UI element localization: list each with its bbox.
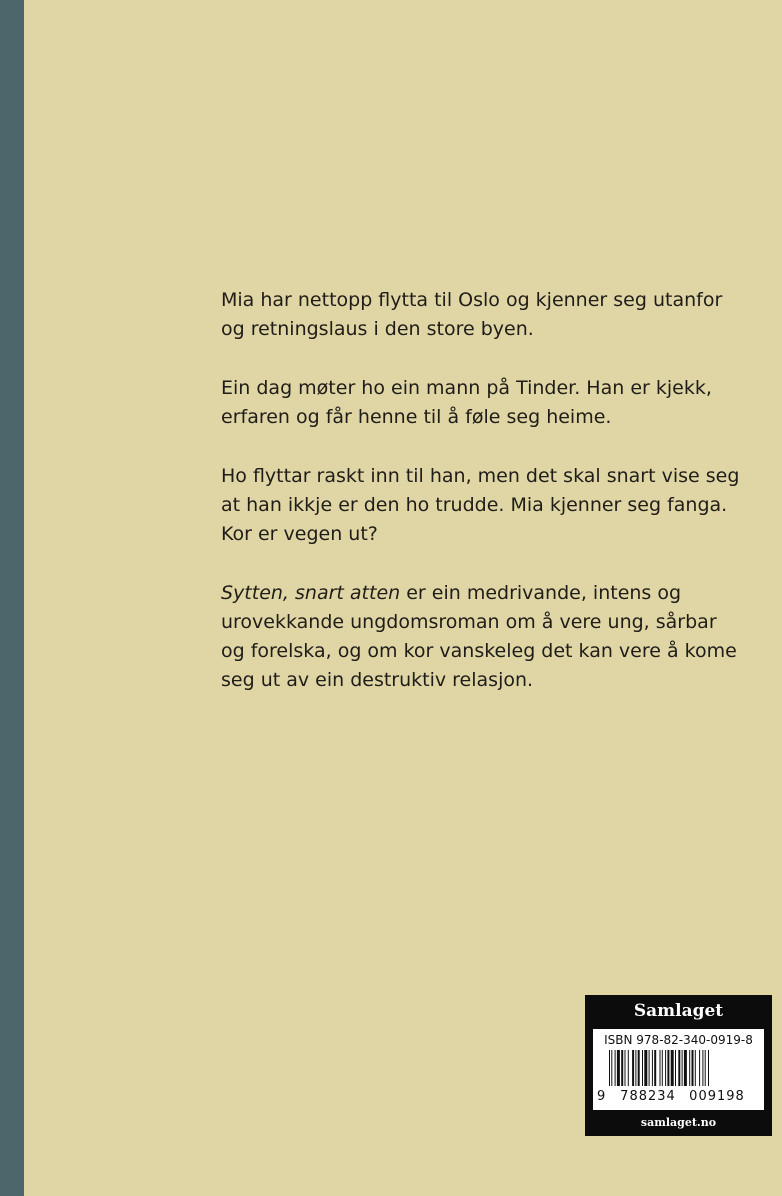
barcode-bar [692, 1050, 694, 1086]
barcode-bar [621, 1050, 623, 1086]
publisher-url: samlaget.no [640, 1116, 717, 1129]
blurb-line: erfaren og får henne til å føle seg heime. [221, 406, 612, 428]
barcode-bar [632, 1050, 634, 1086]
barcode-bar [635, 1050, 636, 1086]
blurb-line: seg ut av ein destruktiv relasjon. [221, 669, 534, 691]
barcode-bar [609, 1050, 610, 1086]
barcode-bar [705, 1050, 706, 1086]
barcode-bar [708, 1050, 709, 1086]
barcode-bar [695, 1050, 696, 1086]
blurb-line: og forelska, og om kor vanskeleg det kan vere å kome [221, 640, 737, 662]
barcode-bar [654, 1050, 656, 1086]
barcode-bar [662, 1050, 663, 1086]
back-cover-blurb [221, 286, 740, 725]
barcode-panel [593, 1029, 764, 1110]
barcode-bar [678, 1050, 680, 1086]
blurb-line: Kor er vegen ut? [221, 523, 378, 545]
barcode-bar [689, 1050, 690, 1086]
book-title-italic: Sytten, snart atten [221, 582, 401, 604]
barcode-bar [625, 1050, 626, 1086]
barcode-bar [652, 1050, 653, 1086]
barcode-digits-right: 009198 [689, 1089, 745, 1104]
barcode-bar [611, 1050, 612, 1086]
blurb-line: og retningslaus i den store byen. [221, 318, 534, 340]
blurb-paragraph-2 [221, 374, 721, 432]
barcode-bar [644, 1050, 647, 1086]
barcode-digit-first: 9 [597, 1089, 606, 1104]
barcode-bar [667, 1050, 669, 1086]
barcode-bar [649, 1050, 650, 1086]
barcode-bar [682, 1050, 683, 1086]
barcode-bar [702, 1050, 703, 1086]
barcode-bar [642, 1050, 643, 1086]
barcode-bar [660, 1050, 661, 1086]
barcode-bar [638, 1050, 640, 1086]
spine-strip [0, 0, 24, 1196]
barcode-bar [628, 1050, 629, 1086]
blurb-paragraph-3 [221, 462, 740, 549]
blurb-line: at han ikkje er den ho trudde. Mia kjenner seg fanga. [221, 494, 728, 516]
barcode-bars [609, 1050, 751, 1086]
isbn-label: ISBN 978-82-340-0919-8 [604, 1033, 753, 1047]
barcode-block [585, 995, 772, 1136]
barcode-bar [665, 1050, 666, 1086]
blurb-paragraph-4 [221, 579, 737, 695]
blurb-line: Ein dag møter ho ein mann på Tinder. Han er kjekk, [221, 377, 712, 399]
barcode-bar [699, 1050, 700, 1086]
barcode-bar [671, 1050, 674, 1086]
barcode-bar [675, 1050, 676, 1086]
blurb-paragraph-1 [221, 286, 721, 344]
barcode-bar [684, 1050, 687, 1086]
blurb-text: er ein medrivande, intens og [400, 582, 682, 604]
barcode-bar [617, 1050, 620, 1086]
blurb-line: Mia har nettopp flytta til Oslo og kjenner seg utanfor [221, 289, 723, 311]
barcode-bar [615, 1050, 616, 1086]
blurb-line: Ho flyttar raskt inn til han, men det skal snart vise seg [221, 465, 740, 487]
blurb-line [221, 579, 721, 608]
blurb-line: urovekkande ungdomsroman om å vere ung, sårbar [221, 611, 717, 633]
publisher-name: Samlaget [633, 1001, 724, 1021]
barcode-digits-left: 788234 [620, 1089, 676, 1104]
